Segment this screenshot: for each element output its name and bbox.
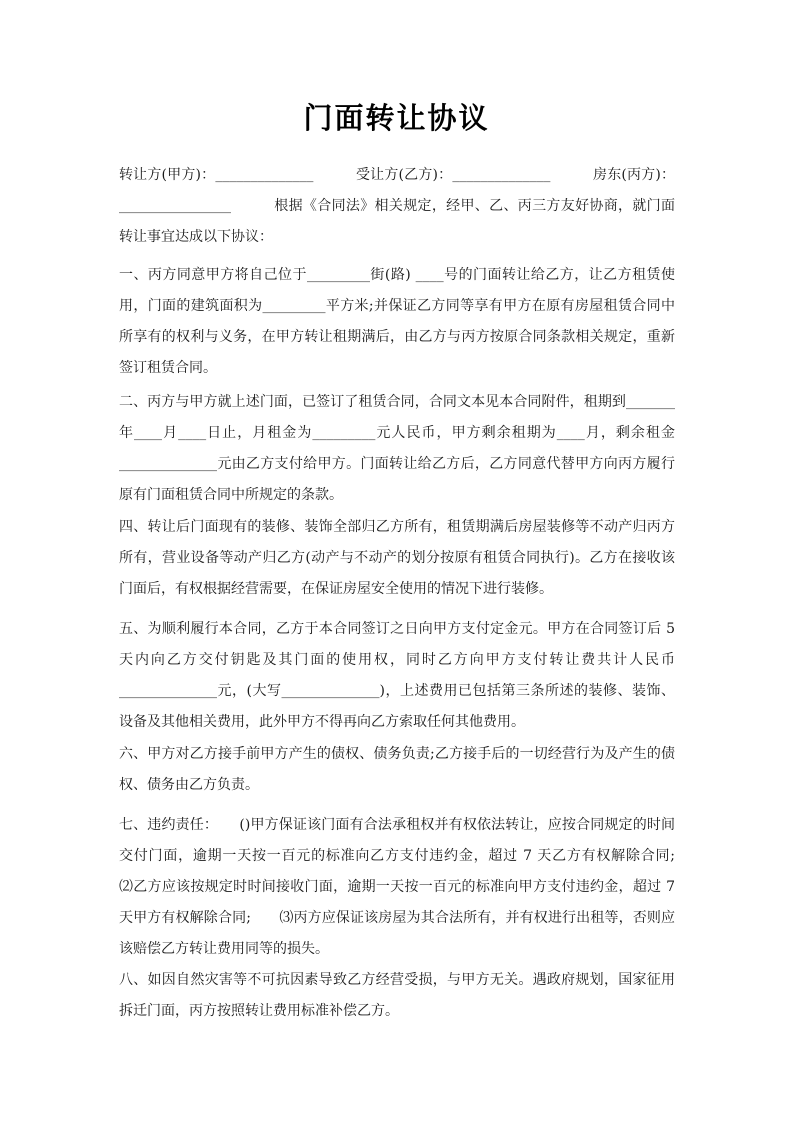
clause-4: 四、转让后门面现有的装修、装饰全部归乙方所有，租赁期满后房屋装修等不动产归丙方所有，营业设备等动产归乙方(动产与不动产的划分按原有租赁合同执行)。乙方在接收该门面后，有权根据经营需要，在保证房屋安全使用的情况下进行装修。 (119, 519, 675, 597)
clause-6: 六、甲方对乙方接手前甲方产生的债权、债务负责;乙方接手后的一切经营行为及产生的债权、债务由乙方负责。 (119, 746, 675, 793)
document-title: 门面转让协议 (303, 101, 490, 135)
clause-8: 八、如因自然灾害等不可抗因素导致乙方经营受损，与甲方无关。遇政府规划，国家征用拆迁门面，丙方按照转让费用标准补偿乙方。 (119, 972, 675, 1019)
clause-1: 一、丙方同意甲方将自己位于_________街(路) ____号的门面转让给乙方，让乙方租赁使用，门面的建筑面积为_________平方米;并保证乙方同等享有甲方在原有房屋租赁合同中所享有的权利与义务，在甲方转让租期满后，由乙方与丙方按原合同条款相关规定，重新签订租赁合同。 (119, 267, 675, 376)
clause-2: 二、丙方与甲方就上述门面，已签订了租赁合同，合同文本见本合同附件，租期到_______年____月____日止，月租金为_________元人民币，甲方剩余租期为____月，剩余租金______________元由乙方支付给甲方。门面转让给乙方后，乙方同意代替甲方向丙方履行原有门面租赁合同中所规定的条款。 (119, 394, 675, 503)
clause-5: 五、为顺利履行本合同，乙方于本合同签订之日向甲方支付定金元。甲方在合同签订后 5 天内向乙方交付钥匙及其门面的使用权，同时乙方向甲方支付转让费共计人民币______________元，(大写______________)，上述费用已包括第三条所述的装修、装饰、设备及其他相关费用，此外甲方不得再向乙方索取任何其他费用。 (119, 621, 675, 730)
intro-paragraph: 转让方(甲方)：______________ 受让方(乙方)：______________ 房东(丙方)：________________ 根据《合同法》相关规定，经甲、乙、丙三方友好协商，就门面转让事宜达成以下协议： (119, 167, 675, 245)
clause-7: 七、违约责任： ()甲方保证该门面有合法承租权并有权依法转让，应按合同规定的时间交付门面，逾期一天按一百元的标准向乙方支付违约金，超过 7 天乙方有权解除合同; ⑵乙方应该按规定时时间接收门面，逾期一天按一百元的标准向甲方支付违约金，超过 7 天甲方有权解除合同; ⑶丙方应保证该房屋为其合法所有，并有权进行出租等，否则应该赔偿乙方转让费用同等的损失。 (119, 817, 703, 957)
